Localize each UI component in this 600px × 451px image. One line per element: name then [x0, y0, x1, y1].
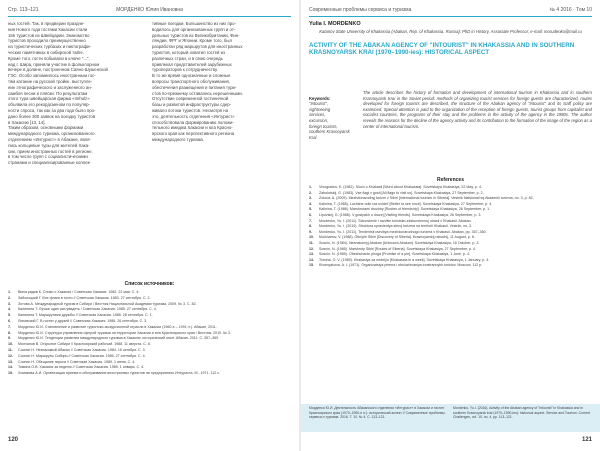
right-running-header — [309, 4, 592, 16]
item-text: Морденко Ю.И. Тенденции развития международного туризма в Хакасии: исторический опыт. Абакан, 2011. С. 357–360. — [18, 336, 220, 341]
header-divider — [309, 16, 592, 17]
item-number: 13. — [8, 359, 13, 364]
item-text: Zotova, A. (2009). Mezhdunarodnyj turizm v Sibiri [International tourism in Siberia]. Vestnik Natsional'noj Akademii turizma, no. 3, p. 82. — [319, 196, 534, 201]
left-running-header — [8, 4, 291, 16]
page-number-right: 121 — [581, 437, 592, 443]
item-number: 2. — [309, 190, 312, 195]
author-affiliation: Katanov State University of Khakassia (Abakan, Rep. of Khakassia, Russia); PhD in History, Associate Professor; e-mail: morudenko@mail.ru — [319, 29, 582, 34]
item-text: Заболоцкий Г. Все флаги в гости // Советская Хакасия. 1983. 27 сентября. С. 2. — [18, 295, 151, 300]
keywords-label: Keywords: — [309, 95, 331, 101]
item-number: 13. — [309, 252, 314, 257]
item-number: 9. — [309, 229, 312, 234]
sources-heading: Список источников: — [124, 281, 175, 287]
item-text: Khomyakova, A. I. (1971). Organizatsiya priema i obsluzhivaniya inostrannykh turistov. Moscow. 112 p. — [319, 263, 483, 268]
item-text: Зотова А. Международный туризм в Сибири / Вестник Национальной Академии туризма. 2009. № 3. С. 82. — [18, 301, 197, 306]
item-text: Соснин Н. Обещание пирога // Советская Хакасия. 1989. 1 июня. С. 4. — [18, 359, 136, 364]
item-text: Mordenko, Yu. I. (2011). Stanovlenie i razvitie turistsko-ekskursionnoj otrasli v Khakasii. Abakan. — [319, 218, 472, 223]
item-text: Mordenko, Yu. I. (2011). Tendentsii razvitiya mezhdunarodnogo turizma v Khakasii. Abakan, pp. 357–360. — [319, 229, 487, 234]
item-text: Kalinina, T. (1985). Luchshe odin raz uvidet' [Better to see once]. Sovetskaya Khakasiya, 27 September, p. 4. — [319, 201, 493, 206]
item-number: 4. — [309, 201, 312, 206]
citation-ru: Морденко Ю.И. Деятельность Абаканского отделения «Интурист» в Хакасии и на юге Красноярского края (1970–1990-е гг.): исторический аспект // Современные проблемы сервиса и туризма. 2016. Т. 10. № 4. С. 113–121. — [309, 406, 445, 420]
item-text: Молчанов В. Открытие Сибири // Красноярский рабочий. 1988. 11 августа. С. 8. — [18, 342, 151, 347]
citation-box — [301, 404, 600, 432]
abstract: The article describes the history of formation and development of international tourism in Khakassia and in southern Krasnoyarsk Krai in the Soviet period: methods of organizing tourist services for foreign guests are characterized, routes developed for foreign tourists are described, the structure of the Abakan agency of "Intourist" and its staff policy are examined. Special attention is paid to the organization of the reception of foreign guests, tourist groups from capitalist and socialist countries, the programs of their stay and the problems in the activity of the agency in the 1980s. The author reveals the reasons for the decline of the agency activity and its contribution to the formation of the image of the region as a center of international tourism. — [363, 90, 592, 129]
item-text: Калинина Т. Маршрутами дружбы // Советская Хакасия. 1986. 28 сентября. С. 1. — [18, 313, 153, 318]
item-text: Морденко Ю.И. Структура управления сферой туризма на территории Хакасии и юга Красноярского края / Вестник. 2010. № 3. — [18, 330, 232, 335]
item-text: Калинина Т. Лучше один раз увидеть / Советская Хакасия. 1985. 27 сентября. С. 4. — [18, 307, 157, 312]
item-text: Tomina, O. V. (1989). Khakasiya za nedelyu [Khakassia in a week]. Sovetskaya Khakasiya, 1 January, p. 4. — [319, 257, 490, 262]
right-page — [301, 0, 600, 451]
item-number: 15. — [309, 263, 314, 268]
item-number: 2. — [8, 295, 11, 300]
item-number: 6. — [309, 212, 312, 217]
item-text: Kalinina, T. (1986). Marshrutami druzhby [Routes of friendship]. Sovetskaya Khakasiya, 28 September, p. 1. — [319, 207, 491, 212]
header-divider — [8, 16, 291, 17]
item-number: 15. — [8, 371, 13, 376]
item-number: 11. — [309, 240, 314, 245]
sources-list — [8, 290, 291, 377]
item-number: 8. — [309, 224, 312, 229]
item-text: Zabolotskij, G. (1983). Vse flagi v gosti [All flags to visit us]. Sovetskaya Khakasiya, 27 September, p. 2. — [319, 190, 484, 195]
keywords-block — [309, 90, 357, 140]
item-number: 10. — [8, 342, 13, 347]
item-text: Томина О.В. Хакасия за неделю // Советская Хакасия. 1989. 1 января. С. 4. — [18, 365, 145, 370]
running-author: МОРДЕНКО Юлия Ивановна — [116, 7, 183, 13]
left-page — [0, 0, 299, 451]
item-text: Хомякова А.И. Организация приема и обслуживания иностранных туристов на предприятиях Интуриста. М., 1971. 112 с. — [18, 371, 220, 376]
item-text: Липовский Г. В гостях у друзей // Советская Хакасия. 1986. 26 сентября. С. 3. — [18, 318, 148, 323]
item-text: Sosnin, N. (1984). Neznakomyj Abakan [Unknown Abakan]. Sovetskaya Khakasiya, 16 October, p. 3. — [319, 240, 480, 245]
item-number: 4. — [8, 307, 11, 312]
item-number: 1. — [8, 290, 11, 294]
item-number: 7. — [8, 324, 11, 329]
item-number: 5. — [309, 207, 312, 212]
item-number: 6. — [8, 318, 11, 323]
item-number: 11. — [8, 347, 13, 352]
item-number: 10. — [309, 235, 314, 240]
page-number-left: 120 — [8, 437, 19, 443]
item-text: Соснин Н. Маршруты Сибири // Советская Хакасия. 1985. 27 сентября. С. 4. — [18, 353, 146, 358]
list-item — [8, 371, 291, 377]
item-number: 7. — [309, 218, 312, 223]
item-number: 1. — [309, 185, 312, 189]
item-text: Mordenko, Yu. I. (2010). Struktura upravleniya sferoj turizma na territorii Khakasii. Vestnik, no. 3. — [319, 224, 473, 229]
item-text: Lipovskij, G. (1986). V gostyakh u druzej [Visiting friends]. Sovetskaya Khakasiya, 26 September, p. 3. — [319, 212, 482, 217]
item-text: Sosnin, N. (1989). Obeshchanie piroga [Promise of a pie]. Sovetskaya Khakasiya, 1 June, p. 4. — [319, 252, 471, 257]
item-text: Vinogradov, K. (1982). Slovo o Khakasii [Word about Khakassia]. Sovetskaya Khakasiya, 22 May, p. 4. — [319, 185, 482, 189]
keywords-text: "Intourist", sightseeing services, excursion, foreign tourists, southern Krasnoyarsk Krai — [309, 101, 350, 140]
references-heading: References — [437, 177, 464, 183]
item-text: Molchanov, V. (1988). Otkrytie Sibiri [Discovery of Siberia]. Krasnoyarskij rabochij, 11 August, p. 8. — [319, 235, 475, 240]
item-text: Виноградов К. Слово о Хакасии / Советская Хакасия. 1982. 22 мая. С. 4. — [18, 290, 140, 294]
page-range: Стр. 113–121 — [8, 7, 39, 13]
citation-en: Mordenko, Yu.I. (2016). Activity of the Abakan agency of "Intourist" in Khakassia and in southern Krasnoyarsk krai (1970–1990-ies): historical aspect. Service and Tourism: Current Challenges, vol. 10, no. 4, pp. 113–121. — [453, 406, 590, 420]
item-number: 14. — [8, 365, 13, 370]
item-number: 3. — [309, 196, 312, 201]
list-item — [309, 263, 592, 269]
references-list — [309, 185, 592, 269]
body-column-2: тивные поездки. Большинство из них про- водилось для организованных групп и от- дельных туристов из Великобритании, Фин- ляндии, ФРГ и Японии. Кроме того, был разработан ряд маршрутов для иностранных туристов, который охватил гостей из различных стран, и в свою очередь привлекал представителей зарубежных туроператоров к сотрудничеству. В то же время однозначные и сложные вопросы транспортного обслуживания, обеспечения размещения и питания тури- стов по-прежнему оставались нерешенными. Отсутствие современной гостиничной базы и развитой инфраструктуры сдер- живало потоки туристов. Несмотря на это, деятельность отделения «Интурист» способствовала формированию положи- тельного имиджа Хакасии и юга Красно- ярского края как перспективного региона международного туризма. — [152, 21, 243, 142]
item-text: Sosnin, N. (1985). Marshruty Sibiri [Routes of Siberia]. Sovetskaya Khakasiya, 27 September, p. 4. — [319, 246, 477, 251]
issue-info: № 4 2016 · Том 10 — [549, 7, 592, 13]
item-number: 14. — [309, 257, 314, 262]
article-title: ACTIVITY OF THE ABAKAN AGENCY OF "INTOURIST" IN KHAKASSIA AND IN SOUTHERN KRASNOYARSK KRAI (1970–1990-ies): HISTORICAL ASPECT — [309, 42, 575, 57]
item-number: 8. — [8, 330, 11, 335]
author-name: Yulia I. MORDENKO — [309, 21, 361, 27]
journal-name: Современные проблемы сервиса и туризма — [309, 7, 412, 13]
item-text: Соснин Н. Незнакомый Абакан // Советская Хакасия. 1984. 16 октября. С. 3. — [18, 347, 146, 352]
item-number: 3. — [8, 301, 11, 306]
item-number: 9. — [8, 336, 11, 341]
body-column-1: ных гостей. Так, в предверии праздне- ния Нового года гостями Хакасии стали 156 туристов из Швейцарии. Знакомство туристов проходило преимущественно на туристических турбазах и пиктографи- ческих памятниках в сибирской тайге. Кроме того, гости побывали в ключе "...", над г. Шира, приняли участие в фольклорном вечере в долине, построенном Саяно-Шушенской ГЭС. Особо запомнилось иностранным гос- тям катание на русской тройке, выступле- ние этнографического и заслуженного ан- самбля песни и пляски. По результатам этого тура швейцарская фирма «Imholz» объявила его рекордсменом по популяр- ности спроса, так как за два года было про- дано более 300 заявок на поездку туристов в Хакасию [13, 14]. Таким образом, основными формами международного туризма, организованного отделением «Интурист» в Абакане, явля- лись кольцевые туры для жителей Хака- сии, прием иностранных гостей в регионе, в том числе групп с социалистическими странами и специализированные коллек- — [8, 21, 108, 166]
item-number: 12. — [8, 353, 13, 358]
item-number: 12. — [309, 246, 314, 251]
item-number: 5. — [8, 313, 11, 318]
item-text: Морденко Ю.И. Становление и развитие туристско-экскурсионной отрасли в Хакасии (1960-е – 1991 гг.). Абакан, 2011. — [18, 324, 217, 329]
